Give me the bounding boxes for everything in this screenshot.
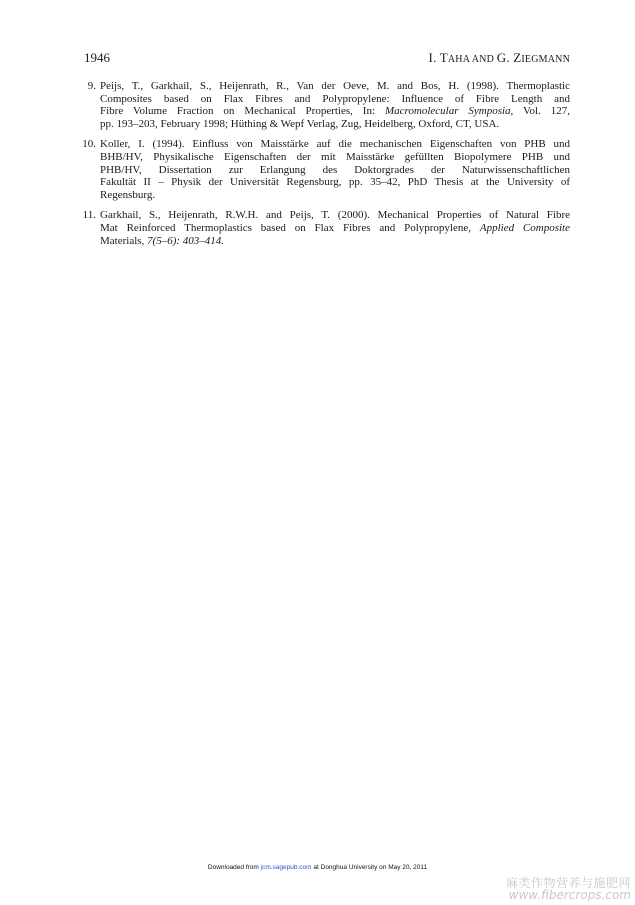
reference-line: PHB/HV, Dissertation zur Erlangung des Doktorgrades der Naturwissenschaftlichen (100, 163, 570, 176)
reference-line: Fakultät II – Physik der Universität Regensburg, pp. 35–42, PhD Thesis at the University of (100, 176, 570, 189)
reference-line: Regensburg. (100, 188, 156, 201)
page-number: 1946 (84, 50, 110, 65)
reference-line: Mat Reinforced Thermoplastics based on Flax Fibres and Polypropylene, Applied Composite (100, 221, 570, 234)
reference-number: 11. (82, 209, 96, 222)
reference-line: Fibre Volume Fraction on Mechanical Properties, In: Macromolecular Symposia, Vol. 127, (100, 105, 570, 118)
download-footer (0, 864, 635, 871)
reference-line: BHB/HV, Physikalische Eigenschaften der mit Maisstärke gefüllten Biopolymere PHB und (100, 150, 570, 163)
running-head-authors: I. TAHA AND G. ZIEGMANN (428, 50, 570, 65)
reference-line: Materials, 7(5–6): 403–414. (100, 234, 225, 247)
footer-prefix: Downloaded from (207, 864, 261, 871)
watermark-url: www.fibercrops.com (508, 888, 631, 902)
reference-item (84, 138, 570, 201)
footer-suffix: at Donghua University on May 20, 2011 (311, 864, 428, 871)
reference-list (84, 80, 570, 255)
reference-line: pp. 193–203, February 1998; Hüthing & Wepf Verlag, Zug, Heidelberg, Oxford, CT, USA. (100, 117, 500, 130)
watermark-chinese: 麻类作物营养与施肥网 (505, 876, 631, 890)
reference-number: 9. (87, 80, 96, 92)
reference-line: Composites based on Flax Fibres and Polypropylene: Influence of Fibre Length and (100, 92, 570, 105)
reference-number: 10. (82, 138, 96, 151)
reference-line: Garkhail, S., Heijenrath, R.W.H. and Peijs, T. (2000). Mechanical Properties of Natural Fibre (100, 209, 570, 222)
reference-item (84, 80, 570, 130)
reference-line: Koller, I. (1994). Einfluss von Maisstärke auf die mechanischen Eigenschaften von PHB und (100, 138, 570, 151)
reference-line: Peijs, T., Garkhail, S., Heijenrath, R., Van der Oeve, M. and Bos, H. (1998). Thermoplastic (100, 80, 570, 92)
reference-item (84, 209, 570, 247)
watermark (506, 877, 631, 901)
footer-link[interactable]: jcm.sagepub.com (260, 864, 312, 871)
page-header (84, 50, 570, 70)
